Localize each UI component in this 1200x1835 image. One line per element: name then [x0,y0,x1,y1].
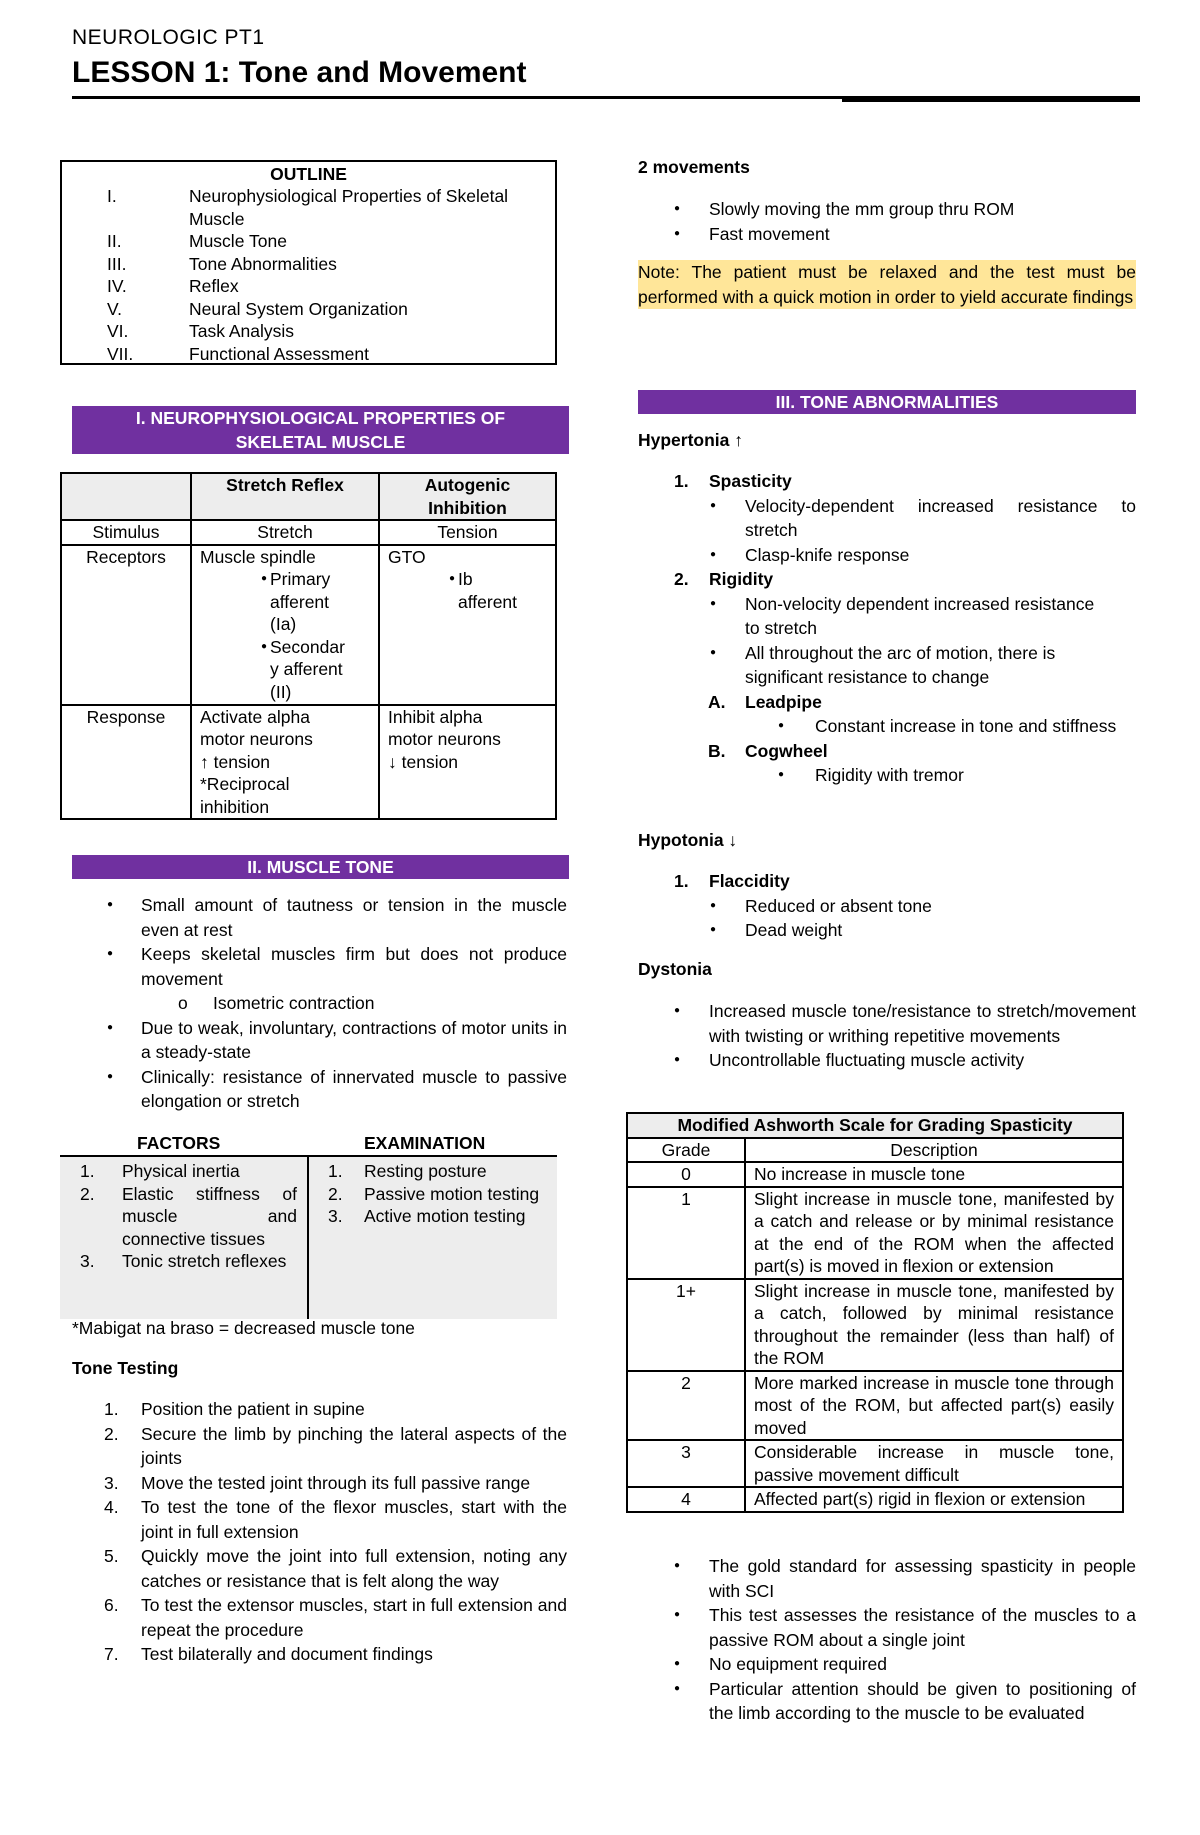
list-item: ● The gold standard for assessing spasticity in people with SCI [638,1554,1136,1603]
cell: GTO ● Ib afferent [379,545,556,705]
table-corner [61,473,191,520]
hypertonia-heading: Hypertonia ↑ [638,430,744,450]
braso-note: *Mabigat na braso = decreased muscle tone [72,1318,415,1338]
lesson-title: LESSON 1: Tone and Movement [72,56,527,89]
cell: Muscle spindle ● Primary afferent (Ia) ● Secondar y afferent (II) [191,545,379,705]
outline-heading: OUTLINE [270,164,347,184]
cell: Inhibit alpha motor neurons ↓ tension [388,706,501,772]
table-row: 2 More marked increase in muscle tone through most of the ROM, but affected part(s) easily moved [627,1371,1123,1441]
outline-item: VI. Task Analysis [107,321,295,341]
hypotonia-heading: Hypotonia ↓ [638,830,738,850]
list-item: ● Small amount of tautness or tension in the muscle even at rest [72,893,567,942]
section-heading-3: III. TONE ABNORMALITIES [638,390,1136,414]
tone-testing-steps [72,1397,567,1667]
rigidity-label: Rigidity [709,569,774,589]
list-item: ● This test assesses the resistance of the muscles to a passive ROM about a single joint [638,1603,1136,1652]
table-row: 4 Affected part(s) rigid in flexion or extension [627,1487,1123,1512]
course-name: NEUROLOGIC PT1 [72,26,265,49]
muscle-tone-list [72,893,567,1114]
quick-motion-note: Note: The patient must be relaxed and the test must be performed with a quick motion in order to yield accurate findings [638,260,1136,309]
outline-box [60,160,557,365]
tone-testing-heading: Tone Testing [72,1358,179,1378]
cogwheel-label: Cogwheel [745,740,828,761]
list-item: ● Slowly moving the mm group thru ROM [638,197,1138,222]
table-row: 3 Considerable increase in muscle tone, passive movement difficult [627,1440,1123,1487]
title-rule-thick [842,96,1140,102]
step-item: 5. Quickly move the joint into full extension, noting any catches or resistance that is felt along the way [104,1546,567,1591]
list-item: ● Due to weak, involuntary, contractions of motor units in a steady-state [72,1016,567,1065]
stretch-reflex-table [60,472,557,820]
cell: Stretch [191,520,379,545]
outline-item: VII. Functional Assessment [107,343,369,364]
list-item: ● Ib afferent [414,568,530,613]
outline-item: II. Muscle Tone [107,231,287,251]
dystonia-list [638,999,1136,1073]
list-item: ● Increased muscle tone/resistance to stretch/movement with twisting or writhing repetitive movements [638,999,1136,1048]
factors-list: 1. Physical inertia 2. Elastic stiffness of muscle and connective tissues 3. Tonic stretch reflexes [80,1161,297,1271]
col-autogenic-inhibition: Autogenic Inhibition [424,475,511,518]
list-item: ● Non-velocity dependent increased resistance to stretch [710,593,1095,638]
list-item: ● Particular attention should be given to positioning of the limb according to the muscle to be evaluated [638,1677,1136,1726]
table-row: 1 Slight increase in muscle tone, manifested by a catch and release or by minimal resistance at the end of the ROM when the affected part(s) is moved in flexion or extension [627,1187,1123,1279]
outline-item: III. Tone Abnormalities [107,253,337,274]
list-item: ● No equipment required [638,1652,1136,1677]
description-header: Description [890,1139,978,1160]
exam-list: 1. Resting posture 2. Passive motion testing 3. Active motion testing [328,1161,540,1226]
row-label-receptors: Receptors [61,545,191,705]
factors-heading: FACTORS [137,1133,221,1153]
cell: Activate alpha motor neurons ↑ tension *Reciprocal inhibition [191,705,379,820]
list-item: ● Rigidity with tremor [778,765,964,785]
factors-box [60,1155,557,1319]
cell: Tension [437,522,498,542]
row-label-stimulus: Stimulus [61,520,191,545]
row-label-response: Response [61,705,191,820]
step-item: 1. Position the patient in supine [104,1399,365,1419]
hypotonia-list: 1. Flaccidity ● Reduced or absent tone ● Dead weight [638,869,1136,943]
spasticity-label: Spasticity [709,471,792,491]
dystonia-heading: Dystonia [638,959,712,979]
step-item: 7. Test bilaterally and document findings [104,1644,433,1664]
step-item: 2. Secure the limb by pinching the lateral aspects of the joints [104,1423,567,1468]
list-item: ● All throughout the arc of motion, there is significant resistance to change [710,642,1056,687]
list-item: ● Constant increase in tone and stiffness [778,716,1117,736]
factors-divider [307,1157,309,1319]
list-item: ● Secondar y afferent (II) [226,636,358,704]
list-item: ● Keeps skeletal muscles firm but does not produce movement [72,942,567,991]
ashworth-table [626,1112,1124,1513]
flaccidity-label: Flaccidity [709,871,790,891]
step-item: 4. To test the tone of the flexor muscles, start with the joint in full extension [104,1497,567,1542]
col-stretch-reflex: Stretch Reflex [191,473,379,520]
grade-header: Grade [627,1138,745,1163]
table-row: 0 No increase in muscle tone [627,1162,1123,1187]
hypertonia-list: 1. Spasticity ● Velocity-dependent increased resistance to stretch ● Clasp-knife response 2. Rigidity ● Non-velocity dependent increased resistance to stretch ● All throughout the arc of motion, there is significant resistance to change A. Leadpipe ● Constant increase in tone and stiffness B. Cogwheel ● Rigidity with tremor [638,469,1136,788]
step-item: 6. To test the extensor muscles, start in full extension and repeat the procedure [104,1595,567,1640]
list-item: ● Primary afferent (Ia) [226,568,358,636]
table-row: 1+ Slight increase in muscle tone, manifested by a catch, followed by minimal resistance throughout the remainder (less than half) of the ROM [627,1279,1123,1371]
list-item: ● Clinically: resistance of innervated muscle to passive elongation or stretch [72,1065,567,1114]
movements-heading: 2 movements [638,157,750,177]
list-item: ● Velocity-dependent increased resistance to stretch [710,495,1136,540]
step-item: 3. Move the tested joint through its full passive range [104,1472,531,1493]
list-item: ● Uncontrollable fluctuating muscle activity [638,1048,1136,1073]
section-heading-2: II. MUSCLE TONE [72,855,569,879]
outline-item: I. Neurophysiological Properties of Skeletal Muscle [107,186,509,229]
ashworth-notes [638,1554,1136,1726]
examination-heading: EXAMINATION [364,1133,486,1153]
list-item: ● Dead weight [710,920,843,940]
ashworth-title: Modified Ashworth Scale for Grading Spasticity [677,1115,1073,1135]
list-item: ● Reduced or absent tone [710,895,932,916]
outline-item: V. Neural System Organization [107,298,408,319]
sub-list-item: o Isometric contraction [178,993,375,1013]
list-item: ● Clasp-knife response [710,544,910,565]
list-item: ● Fast movement [638,222,1138,247]
section-heading-1: I. NEUROPHYSIOLOGICAL PROPERTIES OF SKELETAL MUSCLE [72,406,569,454]
leadpipe-label: Leadpipe [745,691,822,712]
movements-list [638,197,1138,246]
outline-item: IV. Reflex [107,276,239,296]
